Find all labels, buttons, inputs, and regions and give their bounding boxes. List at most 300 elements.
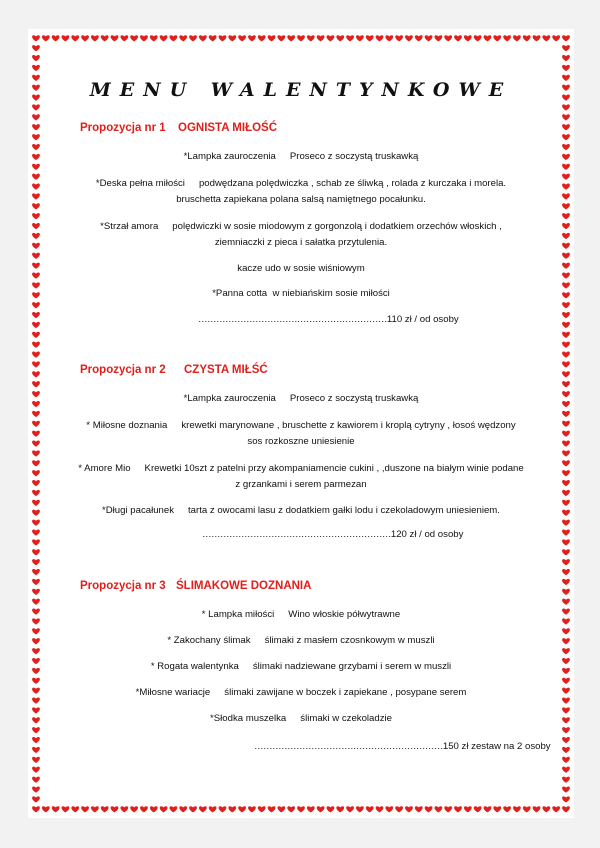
heart-icon: [32, 352, 40, 358]
heart-icon: [32, 312, 40, 318]
heart-icon: [444, 35, 452, 41]
heart-icon: [32, 470, 40, 476]
heart-icon: [503, 806, 511, 812]
heart-icon: [562, 480, 570, 486]
item-desc: polędwiczki w sosie miodowym z gorgonzolą i dodatkiem orzechów włoskich , ziemniaczki z pieca i sałatka przytulenia.: [172, 221, 502, 248]
heart-icon: [425, 806, 433, 812]
heart-icon: [32, 114, 40, 120]
heart-icon: [474, 35, 482, 41]
heart-icon: [32, 539, 40, 545]
heart-icon: [533, 35, 541, 41]
heart-icon: [160, 35, 168, 41]
heart-icon: [562, 401, 570, 407]
heart-icon: [140, 35, 148, 41]
heart-icon: [209, 806, 217, 812]
heart-icon: [32, 529, 40, 535]
menu-title: MENU WALENTYNKOWE: [89, 79, 513, 101]
heart-icon: [32, 480, 40, 486]
heart-icon: [562, 668, 570, 674]
heart-icon: [562, 371, 570, 377]
heart-icon: [562, 134, 570, 140]
heart-icon: [562, 579, 570, 585]
heart-icon: [32, 134, 40, 140]
section-3-price: [254, 741, 551, 752]
heart-icon: [42, 35, 50, 41]
item-name: * Zakochany ślimak: [167, 635, 251, 646]
heart-icon: [562, 292, 570, 298]
heart-icon: [562, 697, 570, 703]
heart-icon: [366, 806, 374, 812]
heart-icon: [493, 806, 501, 812]
heart-icon: [562, 707, 570, 713]
heart-icon: [189, 806, 197, 812]
heart-icon: [562, 332, 570, 338]
item-desc: tarta z owocami lasu z dodatkiem gałki lodu i czekoladowym uniesieniem.: [188, 505, 500, 516]
section-1-price: [198, 314, 459, 325]
section-1-label: Propozycja nr 1: [80, 122, 166, 134]
heart-icon: [317, 35, 325, 41]
heart-icon: [32, 371, 40, 377]
heart-icon: [101, 35, 109, 41]
heart-icon: [562, 727, 570, 733]
heart-icon: [32, 35, 40, 41]
heart-icon: [32, 559, 40, 565]
heart-icon: [258, 35, 266, 41]
heart-icon: [562, 618, 570, 624]
heart-icon: [562, 223, 570, 229]
heart-icon: [474, 806, 482, 812]
heart-icon: [170, 806, 178, 812]
heart-icon: [32, 658, 40, 664]
heart-icon: [562, 431, 570, 437]
item-desc: krewetki marynowane , bruschette z kawiorem i kroplą cytryny , łosoś wędzony sos rozkoszne uniesienie: [181, 420, 516, 447]
heart-icon: [385, 35, 393, 41]
heart-icon: [150, 806, 158, 812]
heart-icon: [120, 35, 128, 41]
item-name: *Słodka muszelka: [210, 713, 287, 724]
heart-icon: [32, 431, 40, 437]
heart-icon: [32, 717, 40, 723]
heart-icon: [199, 35, 207, 41]
heart-icon: [562, 638, 570, 644]
heart-icon: [562, 233, 570, 239]
heart-icon: [268, 35, 276, 41]
item-name: * Lampka miłości: [201, 609, 275, 620]
heart-icon: [32, 737, 40, 743]
heart-icon: [62, 806, 70, 812]
heart-icon: [562, 213, 570, 219]
heart-icon: [464, 35, 472, 41]
heart-icon: [562, 609, 570, 615]
heart-icon: [562, 490, 570, 496]
heart-icon: [562, 342, 570, 348]
heart-icon: [562, 500, 570, 506]
heart-icon: [32, 777, 40, 783]
heart-icon: [562, 45, 570, 51]
item-desc: ślimaki z masłem czosnkowym w muszli: [264, 635, 435, 646]
item-name: * Rogata walentynka: [150, 661, 239, 672]
heart-icon: [562, 529, 570, 535]
heart-icon: [32, 697, 40, 703]
heart-icon: [562, 282, 570, 288]
section-1-item-1: [78, 149, 524, 165]
heart-icon: [562, 658, 570, 664]
heart-icon: [484, 806, 492, 812]
heart-icon: [32, 747, 40, 753]
heart-icon: [415, 806, 423, 812]
heart-icon: [32, 193, 40, 199]
heart-icon: [533, 806, 541, 812]
heart-icon: [513, 806, 521, 812]
heart-icon: [562, 154, 570, 160]
heart-icon: [32, 154, 40, 160]
heart-icon: [356, 35, 364, 41]
section-2-item-3: [78, 461, 524, 493]
heart-icon: [130, 35, 138, 41]
heart-icon: [81, 806, 89, 812]
heart-icon: [454, 35, 462, 41]
item-desc: w niebiańskim sosie miłości: [272, 288, 390, 299]
section-1-item-5: [78, 286, 524, 302]
heart-icon: [405, 35, 413, 41]
heart-icon: [562, 717, 570, 723]
heart-icon: [562, 757, 570, 763]
item-name: * Miłosne doznania: [86, 420, 168, 431]
section-2-item-1: [78, 391, 524, 407]
heart-icon: [562, 747, 570, 753]
heart-icon: [248, 806, 256, 812]
heart-icon: [562, 737, 570, 743]
heart-icon: [562, 183, 570, 189]
heart-icon: [562, 559, 570, 565]
heart-icon: [32, 203, 40, 209]
item-desc: ślimaki w czekoladzie: [300, 713, 392, 724]
heart-icon: [562, 312, 570, 318]
section-3-name: ŚLIMAKOWE DOZNANIA: [176, 580, 312, 592]
heart-icon: [32, 549, 40, 555]
heart-icon: [376, 35, 384, 41]
heart-icon: [562, 381, 570, 387]
heart-icon: [32, 440, 40, 446]
item-desc: Proseco z soczystą truskawką: [289, 151, 419, 162]
item-desc: ślimaki nadziewane grzybami i serem w muszli: [252, 661, 452, 672]
heart-icon: [562, 628, 570, 634]
heart-icon: [32, 450, 40, 456]
heart-icon: [32, 678, 40, 684]
section-1-item-4: [78, 261, 524, 277]
heart-icon: [32, 124, 40, 130]
heart-icon: [32, 757, 40, 763]
price-dots: ………………………………………………………: [198, 314, 387, 325]
heart-icon: [562, 767, 570, 773]
heart-icon: [346, 35, 354, 41]
heart-icon: [111, 35, 119, 41]
menu-sheet: [28, 29, 574, 818]
heart-icon: [32, 332, 40, 338]
item-desc: Krewetki 10szt z patelni przy akompaniamencie cukini , ,duszone na białym winie podane z grzankami i serem parmezan: [144, 463, 524, 490]
heart-icon: [562, 470, 570, 476]
heart-icon: [170, 35, 178, 41]
heart-icon: [287, 806, 295, 812]
heart-icon: [32, 599, 40, 605]
item-name: *Miłosne wariacje: [135, 687, 211, 698]
heart-icon: [562, 65, 570, 71]
item-name: *Lampka zauroczenia: [183, 393, 276, 404]
item-name: *Długi pacałunek: [102, 505, 175, 516]
heart-icon: [179, 806, 187, 812]
section-3-item-1: [78, 607, 524, 623]
heart-icon: [562, 272, 570, 278]
heart-icon: [562, 263, 570, 269]
heart-icon: [140, 806, 148, 812]
heart-icon: [277, 35, 285, 41]
heart-icon: [32, 421, 40, 427]
heart-icon: [32, 638, 40, 644]
heart-icon: [32, 460, 40, 466]
heart-icon: [562, 391, 570, 397]
heart-icon: [562, 678, 570, 684]
heart-icon: [562, 786, 570, 792]
heart-icon: [435, 806, 443, 812]
heart-icon: [562, 164, 570, 170]
heart-icon: [258, 806, 266, 812]
heart-icon: [395, 35, 403, 41]
heart-icon: [307, 35, 315, 41]
heart-icon: [32, 707, 40, 713]
heart-icon: [150, 35, 158, 41]
heart-icon: [562, 124, 570, 130]
heart-icon: [32, 628, 40, 634]
heart-icon: [111, 806, 119, 812]
heart-icon: [493, 35, 501, 41]
heart-icon: [562, 648, 570, 654]
heart-icon: [32, 361, 40, 367]
heart-icon: [248, 35, 256, 41]
heart-icon: [542, 806, 550, 812]
section-3-item-2: [78, 633, 524, 649]
heart-icon: [415, 35, 423, 41]
heart-icon: [91, 35, 99, 41]
heart-icon: [277, 806, 285, 812]
heart-icon: [228, 806, 236, 812]
heart-icon: [346, 806, 354, 812]
heart-icon: [179, 35, 187, 41]
heart-icon: [562, 796, 570, 802]
section-3-item-5: [78, 711, 524, 727]
item-desc: ślimaki zawijane w boczek i zapiekane , posypane serem: [224, 687, 467, 698]
price-dots: ………………………………………………………: [202, 529, 391, 540]
heart-icon: [32, 282, 40, 288]
item-desc: Wino włoskie półwytrawne: [288, 609, 401, 620]
heart-icon: [32, 648, 40, 654]
heart-icon: [32, 579, 40, 585]
heart-icon: [562, 599, 570, 605]
heart-icon: [32, 253, 40, 259]
heart-icon: [562, 450, 570, 456]
heart-icon: [562, 440, 570, 446]
heart-icon: [366, 35, 374, 41]
heart-icon: [562, 104, 570, 110]
heart-icon: [42, 806, 50, 812]
heart-icon: [32, 767, 40, 773]
heart-icon: [32, 609, 40, 615]
heart-icon: [32, 786, 40, 792]
heart-icon: [327, 806, 335, 812]
heart-icon: [464, 806, 472, 812]
item-name: *Lampka zauroczenia: [183, 151, 276, 162]
heart-icon: [425, 35, 433, 41]
heart-icon: [562, 35, 570, 41]
heart-icon: [307, 806, 315, 812]
heart-icon: [62, 35, 70, 41]
heart-icon: [376, 806, 384, 812]
heart-icon: [32, 213, 40, 219]
heart-icon: [523, 806, 531, 812]
heart-icon: [562, 243, 570, 249]
heart-icon: [71, 806, 79, 812]
heart-icon: [562, 421, 570, 427]
heart-icon: [405, 806, 413, 812]
heart-icon: [268, 806, 276, 812]
heart-icon: [317, 806, 325, 812]
heart-icon: [336, 35, 344, 41]
heart-icon: [32, 727, 40, 733]
heart-icon: [435, 35, 443, 41]
heart-icon: [32, 668, 40, 674]
heart-icon: [32, 510, 40, 516]
item-name: *Panna cotta: [212, 288, 268, 299]
price-value: 150 zł zestaw na 2 osoby: [442, 741, 551, 752]
heart-icon: [523, 35, 531, 41]
heart-icon: [32, 500, 40, 506]
heart-icon: [32, 796, 40, 802]
section-2-item-4: [78, 503, 524, 519]
heart-icon: [562, 688, 570, 694]
heart-icon: [199, 806, 207, 812]
item-name: *Strzał amora: [100, 221, 159, 232]
heart-icon: [32, 55, 40, 61]
heart-icon: [562, 352, 570, 358]
heart-icon: [32, 144, 40, 150]
heart-icon: [562, 114, 570, 120]
heart-icon: [32, 104, 40, 110]
section-1-item-2: [78, 176, 524, 208]
heart-icon: [562, 174, 570, 180]
heart-icon: [562, 193, 570, 199]
heart-icon: [32, 411, 40, 417]
heart-icon: [52, 35, 60, 41]
heart-icon: [238, 35, 246, 41]
heart-icon: [238, 806, 246, 812]
heart-icon: [542, 35, 550, 41]
heart-icon: [32, 618, 40, 624]
heart-icon: [32, 391, 40, 397]
heart-icon: [562, 203, 570, 209]
heart-icon: [562, 539, 570, 545]
heart-icon: [297, 806, 305, 812]
heart-icon: [219, 35, 227, 41]
heart-icon: [395, 806, 403, 812]
heart-icon: [562, 806, 570, 812]
heart-icon: [209, 35, 217, 41]
section-3-heading: [80, 580, 312, 592]
heart-icon: [120, 806, 128, 812]
heart-icon: [454, 806, 462, 812]
heart-icon: [32, 520, 40, 526]
heart-icon: [562, 460, 570, 466]
heart-icon: [297, 35, 305, 41]
heart-icon: [562, 361, 570, 367]
price-dots: ………………………………………………………: [254, 741, 443, 752]
heart-icon: [32, 342, 40, 348]
heart-icon: [562, 302, 570, 308]
item-desc: kacze udo w sosie wiśniowym: [237, 263, 365, 274]
section-2-name: CZYSTA MIŁŚĆ: [184, 364, 268, 376]
heart-icon: [228, 35, 236, 41]
heart-icon: [52, 806, 60, 812]
section-1-name: OGNISTA MIŁOŚĆ: [178, 122, 278, 134]
item-name: * Amore Mio: [78, 463, 131, 474]
heart-icon: [562, 55, 570, 61]
price-value: 120 zł / od osoby: [390, 529, 464, 540]
heart-icon: [32, 569, 40, 575]
heart-icon: [91, 806, 99, 812]
heart-icon: [32, 223, 40, 229]
item-desc: podwędzana polędwiczka , schab ze śliwką , rolada z kurczaka i morela. bruschetta zapiekana polana salsą namiętnego pocałunku.: [176, 178, 507, 205]
heart-icon: [287, 35, 295, 41]
section-3-item-4: [78, 685, 524, 701]
heart-icon: [32, 174, 40, 180]
heart-icon: [32, 381, 40, 387]
heart-icon: [562, 549, 570, 555]
heart-icon: [562, 510, 570, 516]
item-desc: Proseco z soczystą truskawką: [289, 393, 419, 404]
heart-icon: [562, 520, 570, 526]
heart-icon: [513, 35, 521, 41]
heart-icon: [32, 688, 40, 694]
heart-icon: [32, 45, 40, 51]
heart-icon: [327, 35, 335, 41]
heart-icon: [160, 806, 168, 812]
section-3-item-3: [78, 659, 524, 675]
heart-icon: [32, 183, 40, 189]
heart-icon: [32, 292, 40, 298]
heart-icon: [385, 806, 393, 812]
heart-icon: [32, 302, 40, 308]
heart-icon: [71, 35, 79, 41]
heart-icon: [32, 164, 40, 170]
price-value: 110 zł / od osoby: [386, 314, 459, 325]
section-2-item-2: [78, 418, 524, 450]
heart-icon: [552, 35, 560, 41]
heart-icon: [444, 806, 452, 812]
heart-icon: [32, 322, 40, 328]
section-2-price: [202, 529, 463, 540]
heart-icon: [562, 589, 570, 595]
heart-icon: [562, 411, 570, 417]
section-1-item-3: [78, 219, 524, 251]
heart-icon: [562, 322, 570, 328]
section-1-heading: [80, 122, 278, 134]
heart-icon: [32, 272, 40, 278]
heart-icon: [32, 243, 40, 249]
heart-icon: [562, 569, 570, 575]
heart-icon: [101, 806, 109, 812]
heart-icon: [32, 233, 40, 239]
heart-icon: [219, 806, 227, 812]
heart-icon: [484, 35, 492, 41]
heart-icon: [32, 589, 40, 595]
